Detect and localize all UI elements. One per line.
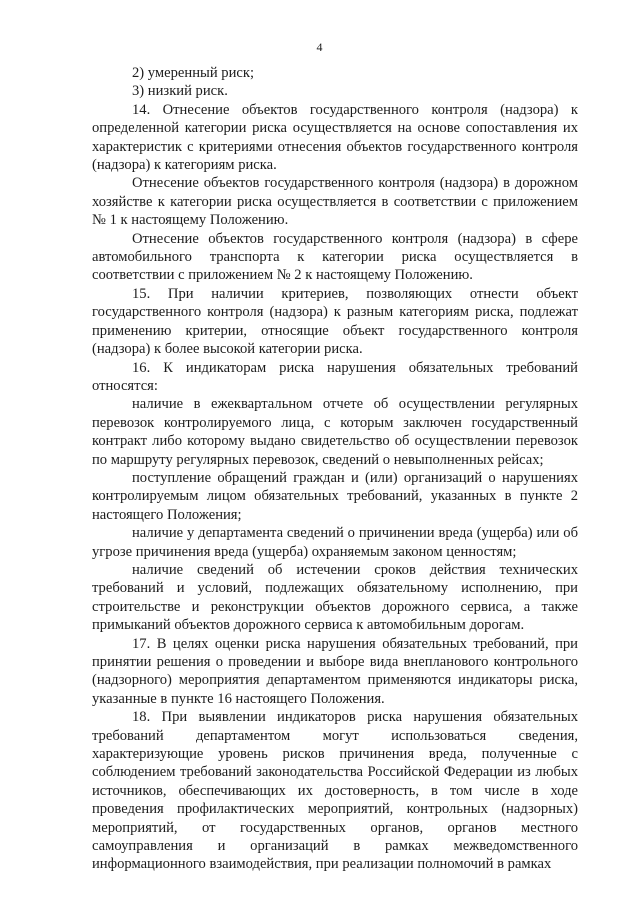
list-item-low-risk: 3) низкий риск. bbox=[132, 83, 228, 100]
clause-15: 15. При наличии критериев, позволяющих отнести объект государственного контроля (надзора) к разным категориям риска, подлежат применению критерии, относящие объект государственного контроля (надзора) к более высокой категории риска. bbox=[92, 285, 578, 358]
indicator-expired-requirements: наличие сведений об истечении сроков действия технических требований и условий, подлежащих обязательному исполнению, при строительстве и реконструкции объектов дорожного сервиса, а также примыканий объектов дорожного сервиса к автомобильным дорогам. bbox=[92, 561, 578, 634]
page-number: 4 bbox=[316, 40, 323, 54]
clause-14: 14. Отнесение объектов государственного контроля (надзора) к определенной категории риска осуществляется на основе сопоставления их характеристик с критериями отнесения объектов государственного контроля (надзора) к категориям риска. bbox=[92, 101, 578, 174]
clause-17: 17. В целях оценки риска нарушения обязательных требований, при принятии решения о проведении и выборе вида внепланового контрольного (надзорного) мероприятия департаментом применяются индикаторы риска, указанные в пункте 16 настоящего Положения. bbox=[92, 635, 578, 707]
clause-16: 16. К индикаторам риска нарушения обязательных требований относятся: bbox=[92, 359, 578, 394]
indicator-citizen-appeals: поступление обращений граждан и (или) организаций о нарушениях контролируемым лицом обязательных требований, указанных в пункте 2 настоящего Положения; bbox=[92, 469, 578, 523]
paragraph-motor-transport: Отнесение объектов государственного контроля (надзора) в сфере автомобильного транспорта к категории риска осуществляется в соответствии с приложением № 2 к настоящему Положению. bbox=[92, 230, 578, 284]
indicator-harm-information: наличие у департамента сведений о причинении вреда (ущерба) или об угрозе причинения вреда (ущерба) охраняемым законом ценностям; bbox=[92, 525, 578, 560]
list-item-moderate-risk: 2) умеренный риск; bbox=[132, 65, 255, 81]
clause-18: 18. При выявлении индикаторов риска нарушения обязательных требований департаментом могут использоваться сведения, характеризующие уровень рисков причинения вреда, полученные с соблюдением требований законодательства Российской Федерации из любых источников, обеспечивающих их достоверность, в том числе в ходе проведения профилактических мероприятий, контрольных (надзорных) мероприятий, от государственных органов, органов местного самоуправления и организаций в рамках межведомственного информационного взаимодействия, при реализации полномочий в рамках bbox=[92, 709, 578, 873]
indicator-quarterly-report: наличие в ежеквартальном отчете об осуществлении регулярных перевозок контролируемого лица, с которым заключен государственный контракт либо которому выдано свидетельство об осуществлении перевозок по маршруту регулярных перевозок, сведений о невыполненных рейсах; bbox=[92, 396, 578, 468]
document-body bbox=[92, 64, 578, 874]
paragraph-road-economy: Отнесение объектов государственного контроля (надзора) в дорожном хозяйстве к категории риска осуществляется в соответствии с приложением № 1 к настоящему Положению. bbox=[92, 175, 578, 229]
